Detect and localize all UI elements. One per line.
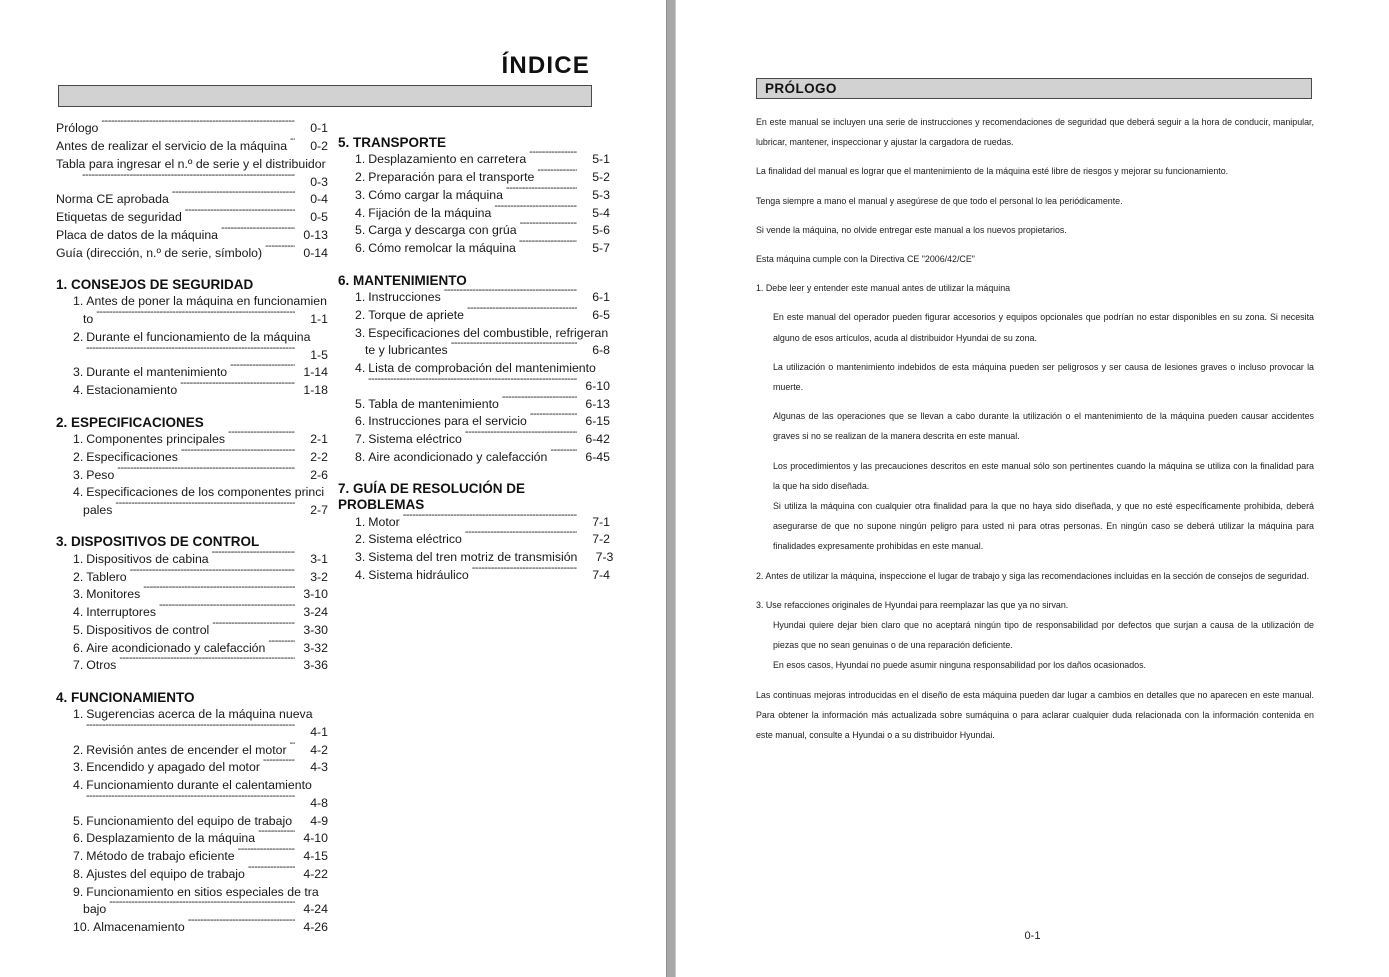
toc-entry[interactable] [338, 324, 610, 342]
toc-entry-number: 4. [355, 361, 366, 376]
toc-entry-number: 6. [73, 640, 84, 655]
toc-page-number: 6-1 [592, 290, 610, 305]
toc-page-number: 4-26 [303, 920, 328, 935]
toc-entry-number: 1. [355, 290, 366, 305]
toc-entry-label: Peso [86, 467, 115, 482]
toc-page-number: 5-4 [592, 205, 610, 220]
prologo-paragraph: Algunas de las operaciones que se llevan a cabo durante la utilización o el mantenimiento de la máquina pueden causar accidentes graves si no se realizan de la manera descrita en este manual. [773, 411, 1314, 442]
toc-page-number: 0-3 [310, 174, 328, 189]
toc-page-number: 4-3 [310, 760, 328, 775]
toc-page-number: 1-1 [310, 312, 328, 327]
toc-leader-dashes [143, 586, 295, 598]
toc-entry-label: Torque de apriete [368, 307, 464, 322]
toc-entry-number: 5. [73, 813, 84, 828]
toc-entry-number: 4. [73, 605, 84, 620]
toc-entry-number: 3. [355, 550, 366, 565]
toc-entry-number: 5. [73, 622, 84, 637]
toc-entry-label: pales [83, 503, 113, 518]
toc-leader-dashes [465, 431, 577, 443]
toc-page-number: 6-10 [585, 378, 610, 393]
toc-entry-number: 8. [355, 449, 366, 464]
toc-entry-label: Sistema eléctrico [368, 532, 462, 547]
toc-entry-label: Durante el mantenimiento [86, 365, 228, 380]
toc-entry-label: Especificaciones del combustible, refrigeran [368, 325, 609, 340]
page-index [0, 0, 666, 977]
toc-entry-label: Prólogo [56, 121, 99, 136]
spacer [338, 466, 610, 481]
page-folio: 0-1 [1024, 930, 1041, 942]
toc-entry[interactable] [56, 812, 328, 830]
toc-section-heading[interactable]: 7. GUÍA DE RESOLUCIÓN DE [338, 481, 526, 497]
toc-page-number: 2-7 [310, 503, 328, 518]
toc-entry[interactable] [56, 120, 328, 138]
toc-leader-dashes [368, 377, 577, 389]
toc-entry-number: 2. [355, 307, 366, 322]
toc-leader-dashes [290, 741, 295, 753]
toc-entry-number: 1. [73, 707, 84, 722]
toc-entry-label: Motor [368, 514, 400, 529]
toc-entry-number: 3. [355, 187, 366, 202]
prologo-paragraph: La finalidad del manual es lograr que el mantenimiento de la máquina esté libre de riesgos y mejorar su funcionamiento. [756, 166, 1229, 177]
toc-page-number: 7-2 [592, 532, 610, 547]
toc-entry[interactable] [56, 657, 328, 675]
toc-page-number: 4-22 [303, 866, 328, 881]
prologo-paragraph: La utilización o mantenimiento indebidos de esta máquina pueden ser peligrosos y ser causa de lesiones graves o incluso provocar la muerte. [773, 361, 1314, 393]
toc-entry[interactable] [338, 306, 610, 324]
toc-page-number: 5-1 [592, 152, 610, 167]
toc-entry[interactable] [56, 741, 328, 759]
toc-entry-number: 4. [73, 485, 84, 500]
toc-entry[interactable] [56, 777, 328, 795]
toc-entry-label: Especificaciones [86, 449, 178, 464]
toc-entry-number: 2. [73, 329, 84, 344]
spacer [338, 120, 610, 135]
toc-entry-number: 7. [73, 658, 84, 673]
toc-leader-dashes [263, 759, 295, 771]
toc-section-heading[interactable]: 6. MANTENIMIENTO [338, 272, 467, 288]
toc-entry[interactable] [338, 169, 610, 187]
toc-entry-number: 4. [355, 205, 366, 220]
toc-leader-dashes [550, 448, 577, 460]
toc-leader-dashes [181, 448, 295, 460]
toc-entry[interactable] [338, 151, 610, 169]
toc-entry-label: Sistema hidráulico [368, 567, 469, 582]
toc-entry[interactable] [56, 191, 328, 209]
toc-entry-label: Aire acondicionado y calefacción [86, 640, 266, 655]
toc-entry-number: 1. [73, 551, 84, 566]
prologo-paragraph: 1. Debe leer y entender este manual antes de utilizar la máquina [756, 283, 1011, 294]
toc-entry-label: Etiquetas de seguridad [56, 210, 182, 225]
toc-entry-label: Revisión antes de encender el motor [86, 742, 287, 757]
toc-leader-dashes [465, 531, 577, 543]
toc-entry-number: 4. [73, 778, 84, 793]
toc-entry-label: Cómo cargar la máquina [368, 187, 503, 202]
toc-page-number: 3-36 [303, 658, 328, 673]
toc-entry[interactable] [338, 413, 610, 431]
toc-page-number: 0-2 [310, 139, 328, 154]
toc-leader-dashes [290, 138, 295, 150]
toc-entry-label: Norma CE aprobada [56, 192, 169, 207]
prologo-paragraph: Esta máquina cumple con la Directiva CE "2006/42/CE" [756, 254, 975, 265]
toc-column [338, 120, 614, 937]
toc-entry-label: Encendido y apagado del motor [86, 760, 260, 775]
toc-page-number: 1-14 [303, 365, 328, 380]
toc-leader-dashes [268, 639, 295, 651]
toc-entry-label: Sugerencias acerca de la máquina nueva [86, 707, 313, 722]
toc-leader-dashes [530, 413, 577, 425]
toc-entry-label: Monitores [86, 587, 141, 602]
toc-page-number: 7-3 [595, 550, 614, 565]
toc-page-number: 0-13 [303, 227, 328, 242]
toc-entry[interactable] [56, 639, 328, 657]
toc-page-number: 4-15 [303, 849, 328, 864]
toc-page-number: 0-1 [310, 121, 328, 136]
toc-leader-dashes [115, 502, 295, 514]
toc-entry-label: Tablero [86, 569, 127, 584]
page-title: ÍNDICE [501, 52, 590, 79]
toc-section-heading[interactable]: 2. ESPECIFICACIONES [56, 414, 204, 430]
prologo-header-label: PRÓLOGO [765, 81, 837, 96]
toc-leader-dashes [159, 604, 295, 616]
toc-entry[interactable] [56, 795, 328, 813]
toc-leader-dashes [444, 289, 577, 301]
page-gutter-divider [666, 0, 676, 977]
toc-entry-label: Dispositivos de cabina [86, 551, 209, 566]
spacer [56, 262, 328, 277]
toc-leader-dashes [185, 209, 295, 221]
toc-page-number: 6-5 [592, 307, 610, 322]
toc-entry[interactable] [56, 919, 328, 937]
toc-entry[interactable] [338, 342, 610, 360]
toc-entry-label: Desplazamiento de la máquina [86, 831, 256, 846]
toc-entry-label: Sistema del tren motriz de transmisión [368, 550, 578, 565]
toc-entry[interactable] [338, 360, 610, 378]
page-prologo [676, 0, 1389, 977]
toc-leader-dashes [238, 848, 295, 860]
toc-page-number: 6-42 [585, 432, 610, 447]
toc-page-number: 6-15 [585, 414, 610, 429]
toc-entry-label: te y lubricantes [365, 343, 448, 358]
prologo-paragraph: 2. Antes de utilizar la máquina, inspeccione el lugar de trabajo y siga las recomendaciones incluidas en la sección de consejos de seguridad. [756, 570, 1310, 581]
toc-leader-dashes [86, 724, 295, 736]
toc-entry[interactable] [338, 240, 610, 258]
toc-entry-label: Sistema eléctrico [368, 432, 462, 447]
toc-leader-dashes [228, 431, 295, 443]
toc-leader-dashes [130, 568, 295, 580]
toc-page-number: 4-9 [310, 813, 329, 828]
toc-entry-label: Aire acondicionado y calefacción [368, 449, 548, 464]
index-header-bar [58, 85, 592, 107]
toc-page-number: 6-45 [585, 449, 610, 464]
toc-section-heading[interactable]: 1. CONSEJOS DE SEGURIDAD [56, 277, 254, 292]
toc-leader-dashes [494, 204, 577, 216]
toc-page-number: 3-30 [303, 622, 328, 637]
toc-entry-label: Desplazamiento en carretera [368, 152, 527, 167]
toc-entry[interactable] [56, 622, 328, 640]
toc-columns [56, 120, 612, 937]
prologo-paragraph: 3. Use refacciones originales de Hyundai para reemplazar las que ya no sirvan. [756, 599, 1069, 610]
toc-entry-number: 4. [355, 567, 366, 582]
toc-entry-label: Otros [86, 658, 117, 673]
toc-entry-label: Tabla de mantenimiento [368, 396, 499, 411]
toc-entry-label: to [83, 312, 94, 327]
toc-leader-dashes [172, 191, 295, 203]
prologo-paragraph: Las continuas mejoras introducidas en el diseño de esta máquina pueden dar lugar a cambios en detalles que no aparecen en este manual. Para obtener la información más actualizada sobre sumáquina o para aclarar cualquier duda relacionada con la información contenida en este manual, consulte a Hyundai o a su distribuidor Hyundai. [756, 689, 1314, 741]
prologo-paragraph: Si utiliza la máquina con cualquier otra finalidad para la que no haya sido diseñada, y que no esté específicamente prohibida, deberá asegurarse de que no supone ningún peligro para usted ni para otras personas. En ningún caso se deberá utilizar la máquina para finalidades expresamente prohibidas en este manual. [773, 501, 1314, 552]
toc-entry[interactable] [338, 531, 610, 549]
toc-entry[interactable] [338, 187, 610, 205]
toc-page-number: 3-1 [310, 551, 328, 566]
toc-entry[interactable] [56, 156, 328, 174]
toc-entry-number: 8. [73, 866, 84, 881]
toc-column [56, 120, 328, 937]
toc-entry[interactable] [338, 395, 610, 413]
toc-entry[interactable] [56, 448, 328, 466]
toc-entry-number: 10. [73, 920, 91, 935]
toc-entry-number: 6. [355, 241, 366, 256]
toc-page-number: 2-1 [310, 432, 328, 447]
toc-entry[interactable] [56, 706, 328, 724]
toc-entry[interactable] [56, 466, 328, 484]
toc-entry[interactable] [56, 866, 328, 884]
toc-entry-label: Cómo remolcar la máquina [368, 241, 516, 256]
toc-entry[interactable] [56, 604, 328, 622]
toc-entry[interactable] [56, 848, 328, 866]
toc-leader-dashes [212, 551, 295, 563]
spacer [338, 258, 610, 273]
toc-entry-number: 3. [73, 365, 84, 380]
toc-leader-dashes [403, 513, 577, 525]
toc-entry-label: Funcionamiento en sitios especiales de tra [86, 884, 319, 899]
toc-entry-label: Durante el funcionamiento de la máquina [86, 329, 311, 344]
toc-entry-label: Fijación de la máquina [368, 205, 492, 220]
toc-entry-label: Lista de comprobación del mantenimiento [368, 361, 596, 376]
toc-page-number: 4-2 [310, 742, 328, 757]
toc-entry[interactable] [338, 567, 610, 585]
toc-entry-label: Tabla para ingresar el n.º de serie y el distribuidor [56, 156, 326, 171]
toc-page-number: 0-4 [310, 192, 328, 207]
toc-page-number: 0-5 [310, 210, 328, 225]
toc-entry-label: Especificaciones de los componentes princi [86, 485, 325, 500]
toc-entry[interactable] [56, 759, 328, 777]
toc-entry-number: 3. [355, 325, 366, 340]
toc-leader-dashes [212, 622, 295, 634]
toc-page-number: 2-2 [310, 449, 328, 464]
toc-entry-number: 9. [73, 884, 84, 899]
toc-entry[interactable] [338, 448, 610, 466]
toc-entry-label: bajo [83, 902, 107, 917]
prologo-paragraph: Si vende la máquina, no olvide entregar este manual a los nuevos propietarios. [756, 224, 1067, 235]
toc-leader-dashes [520, 222, 577, 234]
toc-leader-dashes [258, 830, 295, 842]
toc-leader-dashes [82, 173, 295, 185]
toc-entry-label: Preparación para el transporte [368, 170, 535, 185]
toc-entry[interactable] [56, 431, 328, 449]
toc-entry-number: 3. [73, 467, 84, 482]
toc-entry-number: 5. [355, 396, 366, 411]
toc-entry-label: Instrucciones [368, 290, 441, 305]
toc-entry[interactable] [56, 586, 328, 604]
toc-entry[interactable] [56, 346, 328, 364]
toc-entry[interactable] [56, 382, 328, 400]
toc-entry-number: 2. [355, 532, 366, 547]
toc-leader-dashes [529, 151, 577, 163]
spacer [56, 675, 328, 690]
toc-entry[interactable] [56, 551, 328, 569]
toc-page-number: 3-10 [303, 587, 328, 602]
toc-leader-dashes [265, 244, 295, 256]
toc-section-heading[interactable]: 3. DISPOSITIVOS DE CONTROL [56, 534, 260, 550]
toc-entry-number: 4. [73, 383, 84, 398]
toc-page-number: 4-8 [310, 795, 328, 810]
toc-entry-number: 5. [355, 223, 366, 238]
toc-entry[interactable] [56, 329, 328, 347]
toc-entry-label: Almacenamiento [93, 920, 185, 935]
toc-section-heading[interactable]: 5. TRANSPORTE [338, 135, 447, 150]
toc-entry[interactable] [56, 568, 328, 586]
toc-entry-number: 2. [355, 170, 366, 185]
toc-leader-dashes [230, 364, 295, 376]
toc-entry-number: 1. [355, 514, 366, 529]
toc-entry-number: 1. [73, 294, 84, 309]
toc-page-number: 7-4 [592, 567, 610, 582]
toc-page-number: 7-1 [592, 514, 610, 529]
toc-entry[interactable] [56, 724, 328, 742]
spacer [56, 400, 328, 415]
toc-leader-dashes [188, 919, 295, 931]
prologo-paragraph: En este manual se incluyen una serie de instrucciones y recomendaciones de seguridad que deberá seguir a la hora de conducir, manipular, lubricar, mantener, inspeccionar y ajustar la cargadora de ruedas. [756, 117, 1314, 148]
toc-leader-dashes [96, 311, 295, 323]
toc-entry-label: Funcionamiento durante el calentamiento [86, 778, 312, 793]
toc-page-number: 1-5 [310, 347, 328, 362]
toc-leader-dashes [119, 657, 295, 669]
toc-leader-dashes [109, 901, 295, 913]
toc-entry-label: Instrucciones para el servicio [368, 414, 527, 429]
prologo-paragraph: En esos casos, Hyundai no puede asumir ninguna responsabilidad por los daños ocasionados. [773, 660, 1146, 671]
toc-entry[interactable] [56, 484, 328, 502]
toc-entry-number: 3. [73, 587, 84, 602]
toc-leader-dashes [519, 240, 577, 252]
toc-entry-label: Interruptores [86, 605, 156, 620]
toc-entry-label: Método de trabajo eficiente [86, 849, 235, 864]
toc-entry[interactable] [338, 431, 610, 449]
toc-page-number: 5-7 [592, 241, 610, 256]
toc-leader-dashes [101, 120, 295, 132]
toc-entry-label: Antes de realizar el servicio de la máquina [56, 139, 288, 154]
toc-page-number: 2-6 [310, 467, 328, 482]
toc-entry[interactable] [56, 244, 328, 262]
toc-entry-number: 6. [355, 414, 366, 429]
toc-entry[interactable] [56, 209, 328, 227]
toc-page-number: 6-13 [585, 396, 610, 411]
toc-entry[interactable] [56, 883, 328, 901]
toc-entry[interactable] [56, 901, 328, 919]
toc-leader-dashes [248, 866, 295, 878]
toc-entry-number: 7. [73, 849, 84, 864]
toc-entry[interactable] [338, 513, 610, 531]
toc-page-number: 6-8 [592, 343, 610, 358]
toc-entry[interactable] [56, 311, 328, 329]
toc-entry-label: Guía (dirección, n.º de serie, símbolo) [56, 245, 263, 260]
toc-page-number: 0-14 [303, 245, 328, 260]
toc-page-number: 1-18 [303, 383, 328, 398]
prologo-body-text [756, 112, 1314, 754]
spacer [56, 519, 328, 534]
toc-entry[interactable] [56, 502, 328, 520]
toc-entry[interactable] [56, 227, 328, 245]
toc-entry[interactable] [56, 830, 328, 848]
prologo-paragraph: En este manual del operador pueden figurar accesorios y equipos opcionales que podrían no estar disponibles en su zona. Si necesita alguno de esos artículos, acuda al distribuidor Hyundai de su zona. [773, 312, 1314, 343]
toc-leader-dashes [506, 187, 577, 199]
prologo-paragraph: Los procedimientos y las precauciones descritos en este manual sólo son pertinentes cuando la máquina se utiliza con la finalidad para la que ha sido diseñada. [773, 460, 1314, 491]
toc-leader-dashes [451, 342, 577, 354]
toc-leader-dashes [537, 169, 577, 181]
toc-leader-dashes [472, 567, 577, 579]
prologo-header-bar [756, 78, 1312, 99]
toc-leader-dashes [86, 346, 295, 358]
toc-entry-label: Funcionamiento del equipo de trabajo [86, 813, 293, 828]
toc-page-number: 3-24 [303, 605, 328, 620]
toc-page-number: 3-32 [303, 640, 328, 655]
toc-leader-dashes [117, 466, 295, 478]
toc-leader-dashes [467, 306, 577, 318]
toc-entry-number: 2. [73, 742, 84, 757]
toc-leader-dashes [502, 395, 577, 407]
toc-page-number: 3-2 [310, 569, 328, 584]
toc-section-heading[interactable]: 4. FUNCIONAMIENTO [56, 689, 195, 705]
toc-entry-number: 7. [355, 432, 366, 447]
toc-page-number: 4-10 [303, 831, 328, 846]
toc-entry-number: 1. [73, 432, 84, 447]
toc-leader-dashes [221, 227, 295, 239]
toc-leader-dashes [86, 795, 295, 807]
toc-entry-number: 3. [73, 760, 84, 775]
toc-entry[interactable] [56, 173, 328, 191]
toc-page-number: 4-24 [303, 902, 328, 917]
toc-page-number: 5-3 [592, 187, 610, 202]
toc-entry[interactable] [56, 364, 328, 382]
toc-entry[interactable] [338, 204, 610, 222]
toc-entry-label: Antes de poner la máquina en funcionamien [86, 294, 327, 309]
toc-entry-label: Dispositivos de control [86, 622, 210, 637]
toc-entry[interactable] [56, 293, 328, 311]
toc-entry[interactable] [338, 377, 610, 395]
prologo-paragraph: Tenga siempre a mano el manual y asegúrese de que todo el personal lo lea periódicamente. [756, 195, 1123, 206]
toc-entry-label: Estacionamiento [86, 383, 178, 398]
toc-entry-label: Componentes principales [86, 432, 226, 447]
toc-entry[interactable] [338, 289, 610, 307]
toc-entry[interactable] [338, 222, 610, 240]
toc-entry-number: 2. [73, 449, 84, 464]
toc-section-heading-cont: PROBLEMAS [338, 497, 425, 513]
toc-page-number: 4-1 [310, 724, 328, 739]
toc-entry-number: 2. [73, 569, 84, 584]
toc-entry-label: Ajustes del equipo de trabajo [86, 866, 245, 881]
toc-leader-dashes [180, 382, 295, 394]
toc-page-number: 5-6 [592, 223, 610, 238]
toc-entry[interactable] [56, 138, 328, 156]
toc-entry-number: 6. [73, 831, 84, 846]
toc-page-number: 5-2 [592, 170, 610, 185]
toc-entry-label: Carga y descarga con grúa [368, 223, 517, 238]
prologo-paragraph: Hyundai quiere dejar bien claro que no aceptará ningún tipo de responsabilidad por defectos que surjan a causa de la utilización de piezas que no sean genuinas o de una reparación deficiente. [773, 620, 1314, 651]
toc-entry-number: 1. [355, 152, 366, 167]
toc-entry-label: Placa de datos de la máquina [56, 227, 219, 242]
toc-entry[interactable] [338, 549, 614, 567]
